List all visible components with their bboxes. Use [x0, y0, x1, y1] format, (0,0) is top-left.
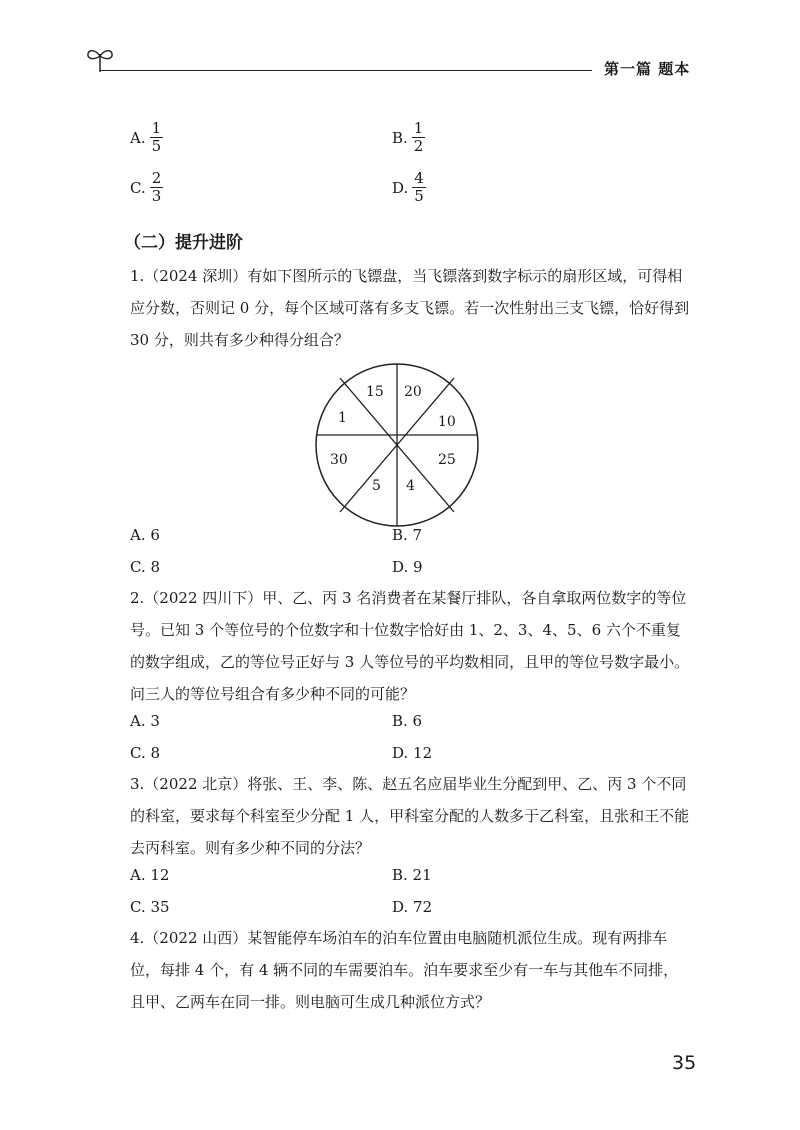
q1-choice-c: C. 8	[130, 558, 161, 576]
header-rule	[100, 70, 592, 71]
option-b	[392, 120, 425, 155]
q1-choice-b: B. 7	[392, 526, 423, 544]
header-title: 第一篇 题本	[604, 60, 691, 78]
option-label: C.	[130, 178, 146, 197]
option-label: A.	[130, 128, 146, 147]
question-3-text: 3.（2022 北京）将张、王、李、陈、赵五名应届毕业生分配到甲、乙、丙 3 个不同的科室，要求每个科室至少分配 1 人，甲科室分配的人数多于乙科室，且张和王不能去丙科室。则有多少种不同的分法？	[130, 775, 690, 857]
sector-label: 30	[330, 452, 348, 468]
q3-choice-c: C. 35	[130, 898, 170, 916]
denominator: 5	[414, 187, 424, 205]
fraction	[150, 120, 164, 155]
fraction	[150, 170, 164, 205]
q2-choice-c: C. 8	[130, 744, 161, 762]
sector-label: 25	[438, 452, 456, 468]
option-c	[130, 170, 163, 205]
sector-label: 10	[438, 414, 456, 430]
sector-label: 4	[406, 478, 415, 494]
denominator: 3	[151, 187, 162, 205]
question-2-text: 2.（2022 四川下）甲、乙、丙 3 名消费者在某餐厅排队，各自拿取两位数字的等位号。已知 3 个等位号的个位数字和十位数字恰好由 1、2、3、4、5、6 六个不重复的数字组成，乙的等位号正好与 3 人等位号的平均数相同，且甲的等位号数字最小。问三人的等位号组合有多少种不同的可能？	[130, 589, 690, 703]
section-title: （二）提升进阶	[124, 233, 243, 253]
sector-label: 15	[366, 384, 384, 400]
question-1-text: 1.（2024 深圳）有如下图所示的飞镖盘，当飞镖落到数字标示的扇形区域，可得相应分数，否则记 0 分，每个区域可落有多支飞镖。若一次性射出三支飞镖，恰好得到 30 分，则共有多少种得分组合？	[130, 267, 690, 349]
page-number: 35	[672, 1052, 697, 1074]
denominator: 5	[151, 137, 162, 155]
numerator: 2	[151, 169, 162, 187]
fraction	[412, 170, 426, 205]
q3-choice-b: B. 21	[392, 866, 432, 884]
q1-choice-d: D. 9	[392, 558, 423, 576]
q2-choice-a: A. 3	[130, 712, 160, 730]
option-a	[130, 120, 163, 155]
numerator: 4	[414, 169, 424, 187]
denominator: 2	[413, 137, 424, 155]
q3-choice-a: A. 12	[130, 866, 170, 884]
q2-choice-b: B. 6	[392, 712, 423, 730]
numerator: 1	[151, 119, 162, 137]
sector-label: 5	[372, 478, 381, 494]
q3-choice-d: D. 72	[392, 898, 433, 916]
fraction	[412, 120, 426, 155]
q2-choice-d: D. 12	[392, 744, 433, 762]
dartboard-diagram	[314, 362, 480, 528]
numerator: 1	[413, 119, 424, 137]
option-label: D.	[392, 178, 409, 197]
option-label: B.	[392, 128, 408, 147]
q1-choice-a: A. 6	[130, 526, 160, 544]
sector-label: 1	[338, 410, 347, 426]
sector-label: 20	[404, 384, 422, 400]
option-d	[392, 170, 426, 205]
question-4-text: 4.（2022 山西）某智能停车场泊车的泊车位置由电脑随机派位生成。现有两排车位，每排 4 个，有 4 辆不同的车需要泊车。泊车要求至少有一车与其他车不同排，且甲、乙两车在同一排。则电脑可生成几种派位方式？	[130, 929, 679, 1011]
